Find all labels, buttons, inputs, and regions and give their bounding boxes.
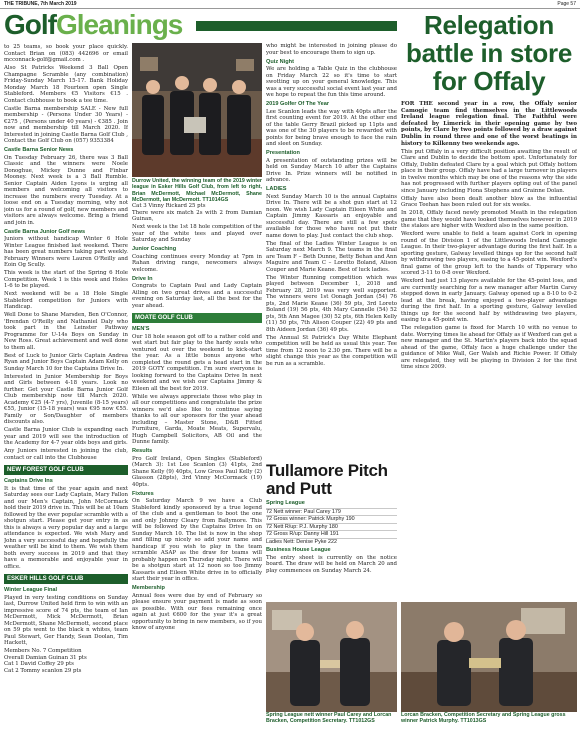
relegation-lead: FOR THE second year in a row, the Offaly senior Camogie team find themselves in the Littlewoods Ireland league relegation final. The Faithful were defeated by Limerick in their opening game by two points, by Clare by two points followed by a draw against Dublin in round three and one of the worst beatings in history to Kilkenny two weekends ago.: [401, 101, 577, 147]
result-row: 72 Gross winner: Patrick Murphy 190: [266, 515, 397, 523]
subheading: Quiz Night: [266, 58, 294, 65]
relegation-article: [401, 11, 577, 733]
subheading: Membership: [132, 585, 165, 592]
paragraph: to 25 teams, so book your place quickly. Contact Brian on (083) 442696 or email mcconnack-golf@gmail.com .: [4, 44, 128, 63]
subheading: MEN'S: [132, 326, 150, 333]
paragraph: Wexford were unable to field a team against Cork in opening round of the Division 1 of the Littlewoods Ireland Camogie League. In their two-player advantage during the first half. In a sporting gesture, Galway levelled things up for the second half by withdrawing two players, easing to a 45-point win. Wexford's final game of the group left to the hands of Tipperary who scored 3-11 to 0-8 over Wexford.: [401, 231, 577, 277]
column-3: [266, 43, 397, 461]
column-1: [4, 44, 128, 732]
title-rule: [196, 21, 397, 31]
paragraph: who might be interested in joining please do your best to encourage them to sign up.: [266, 43, 397, 56]
paragraph: Our 18 hole season got off to a rather cold and wet start but fair play to the hardy souls who ventured out over the weekend to kick-start the year. As a little bonus anyone who completed the round gets a head start in the 2019 GOTY competition. I'm sure everyone is looking forward to the Captains Drive In next weekend and we wish our Captains Jimmy & Eileen all the best for 2019.: [132, 333, 262, 392]
paragraph: Next week is the 1st 18 hole competition of the year of the white tees and played over Saturday and Sunday: [132, 224, 262, 244]
paragraph: While we always appreciate those who play in all our competitions and congratulate the prize winners we'd also like to continue saying thanks to all our sponsors for the year ahead including – Master Stone, D&B Fitted Furniture, Garda, Moate Meats, Supervalu, Hugh Campbell Solicitors, AB Oil and the Dunne family.: [132, 393, 262, 446]
paragraph: Pro Golf Ireland, Open Singles (Stableford) (March 3): 1st Lee Scanlon (3) 41pts, 2nd Shane Kelly (9) 40pts, Low Gross Paul Kelly (2) Glasson (28pts), 3rd Vinny McCormack (19) 40pts.: [132, 455, 262, 488]
masthead-date: THE TRIBUNE, 7th March 2019: [4, 1, 77, 7]
paragraph: We are holding a Table Quiz in the clubhouse on Friday March 22 so it's time to start swotting up on your general knowledge. This was a very successful social event last year and we hope to repeat the fun this time around.: [266, 66, 397, 98]
paragraph: Wexford had just 13 players available for the 45-point loss, and are currently searching for a new manager after Martin Carey stepped down in early January. Galway opened up a 8-10 to 0-2 lead at the break, having enjoyed a two-player advantage during the first half. In a sporting gesture, Galway levelled things up for the second half by withdrawing two players, easing to a 45-point win.: [401, 278, 577, 324]
paragraph: This week is the start of the Spring 6 Hole Competition. Week 1 is this week and Holes 1-6 to be played.: [4, 270, 128, 289]
subheading: Castle Barna Junior Golf news: [4, 228, 86, 235]
tullamore-headline: Tullamore Pitch and Putt: [266, 462, 388, 498]
relegation-body: [401, 149, 577, 371]
subheading: Presentation: [266, 150, 300, 156]
result-row: 72 Nett winner: Paul Carey 179: [266, 508, 397, 516]
subheading: Results: [132, 448, 153, 455]
paragraph: The entry sheet is currently on the notice board. The draw will be held on March 20 and play commences on Sunday March 24.: [266, 554, 397, 574]
result-row: 72 Gross R/up: Danny Hill 191: [266, 530, 397, 538]
paragraph: Juniors without handicap Winter 6 Hole Winter League finished last weekend. There has been great numbers taking part weekly. February Winners were Lauren O'Reilly and Eoin Og Scully.: [4, 236, 128, 268]
results-list: [266, 508, 397, 546]
title-gleanings: Gleanings: [56, 11, 183, 40]
team-photo: [132, 43, 262, 177]
team-photo-caption: Durrow United, the winning team of the 2019 winter league in Esker Hills Golf Club, from left to right, Brian McDermott, Michael McDermott, Shane McDermott, Ian McDermott. TT1014GS: [132, 178, 262, 203]
paragraph: Coaching continues every Monday at 7pm in Rahan driving range, newcomers always welcome.: [132, 253, 262, 273]
photo-nett-winner: [266, 602, 397, 712]
paragraph: On Tuesday February 26, there was 3 Ball Classic and the winners were Noele Donoghue, Mickey Dunne and Finbar Mooney. Next week is a 3 Ball Rumble. Senior Captain Aiden Lyons is urging all members and welcoming all visitors to increase the numbers every Tuesday. At a loose end on a Tuesday morning, why not join us for a round of golf, new members and visitors are always welcome. Bring a friend and join in.: [4, 154, 128, 226]
subheading: Castle Barna Senior News: [4, 147, 74, 153]
result-line: Members No. 7 Competition: [4, 648, 82, 654]
paragraph: Well Done to Shane Marsden, Ben O'Connor, 'Brendan O'Reilly and Nathaniel Daly who took part in the Leinster Pathway Programme for U-14s Boys on Sunday in New Ross. Great achievement and well done to them all.: [4, 312, 128, 351]
paragraph: Lee Scanlon leads the way with 40pts after the first counting event for 2019. At the other end of the table Gerry Brazil picked up 11pts and was one of the 30 players to be rewarded with points for being brave enough to face the rain and sleet on Sunday.: [266, 108, 397, 147]
paragraph: It is that time of the year again and next Saturday sees our Lady Captain, Mary Fallon and our Men's Captain, John McCormack hold their 2019 drive in. This will be at 10am followed by the ever popular scramble with a shotgun start. Please get your entry in as this is always a very popular day and a large attendance is expected. We wish Mary and John a very successful day and hopefully the weather will be kind to them. We wish them both every success in 2019 and that they have a memorable and enjoyable year in office.: [4, 485, 128, 570]
subheading: Fixtures: [132, 490, 154, 497]
column-2: [132, 43, 262, 733]
subheading: LADIES: [266, 186, 287, 192]
paragraph: Next weekend will be a 18 Hole Single Stableford competition for Juniors with Handicap.: [4, 291, 128, 310]
relegation-headline: Relegation battle in store for Offaly: [406, 11, 572, 96]
tullamore-body: [266, 500, 397, 574]
section-title: [4, 11, 397, 42]
team-photo-image: [132, 43, 262, 177]
paragraph: On Saturday March 9 we have a Club Stableford kindly sponsored by a true legend of the club and a gentleman to boot the one and only Johnny Cleary from Ballymore. This will be followed by the Captains Drive In on Sunday March 10. The list is now in the shop and filling up nicely so add your name and handicap if you wish to play in the team scramble ASAP as the draw for teams will probably happen on Thursday night. There will be a shotgun start at 12 noon so too Jimmy Kassaris and Eileen White drive in to officially start their year in office.: [132, 498, 262, 583]
paragraph: Offaly have also been dealt another blow as the influential Grace Teehan has been ruled out for six weeks.: [401, 195, 577, 209]
paragraph: Also St Patricks Weekend 3 Ball Open Champagne Scramble (any combination) Friday-Sunday March 15-17. Bank Holiday Monday March 18 Fourteen open Single Stableford. Members €5 Visitors €15 . Contact clubhouse to book a tee time.: [4, 65, 128, 104]
paragraph: Congrats to Captain Paul and Lady Captain Ailing on two great drives and a successful evening on Saturday last, all the best for the year ahead.: [132, 283, 262, 309]
paragraph: In 2018, Offaly faced newly promoted Meath in the relegation game that they would have looked themselves however in 2019 the stakes are higher with Wexford also in the same position.: [401, 210, 577, 230]
paragraph: The Annual St Patrick's Day White Elephant competition will be held as usual this year. Tee time from 12 noon to 2.30 pm. There will be a slight change this year as the competition will be run as a scramble.: [266, 334, 397, 367]
result-line: Cat 2 Tommy scanlon 29 pts: [4, 667, 82, 674]
photo-nett-winner-image: [266, 602, 397, 712]
result-line: Cat 1 David Coffey 29 pts: [4, 661, 74, 667]
club-banner-esker-hills: ESKER HILLS GOLF CLUB: [4, 574, 128, 584]
paragraph: Next Sunday March 10 is the annual Captains Drive In. There will be a shot gun start at 12 noon. We wish Lady Captain Eileen White and Captain Jimmy Kassaris an enjoyable and successful day. There are still a few spots available for those who have not put their name down to play. Just contact the club shop.: [266, 193, 397, 239]
paragraph: Played in very testing conditions on Sunday last, Durrow United held firm to win with an impressive score of 74 pts, the team of Ian McDermott, Mick McDermott, Brian McDermott, Shane McDermott, second place on 59 pts went to the black n whites, team Paul Stewart, Ger Handy, Sean Doolan, Tim Hackett,: [4, 594, 128, 646]
paragraph: There were six match 2s with 2 from Damian Guinan,: [132, 209, 262, 223]
page-header: [0, 0, 580, 9]
subheading: Business House League: [266, 547, 331, 554]
photo-nett-winner-caption: Spring League nett winner Paul Carey and Lorcan Bracken, Competition Secretary. TT1012GS: [266, 712, 392, 725]
paragraph: The Winter Running competition which was played between December 1, 2018 and February 28, 2019 was very well supported. The winners were 1st Oonagh Jordan (54) 76 pts, 2nd Marie Keane (36) 59 pts, 3rd Loreto Boland (19) 56 pts, 4th Mary Cannelle (54) 52 pts, 5th Ann Magee (30) 52 pts, 6th Helen Kelly (11) 50 pts, 7th Alison Couper (22) 49 pts and 8th Aideen Jordan (36) 49 pts.: [266, 274, 397, 333]
subheading: Spring League: [266, 500, 305, 506]
page-number: Page 57: [557, 1, 576, 7]
subheading: 2019 Golfer Of The Year: [266, 101, 330, 107]
paragraph: This put Offaly in a very difficult position awaiting the result of Clare and Dublin to decide the bottom spot. Unfortunately for Offaly, Dublin defeated Clare by a goal which put Offaly bottom place in their group. Offaly have had a large turnover in players in twelve months which may be one of the reasons why the side has not progressed with further players opting out of the panel since January including Fiona Stephens and Grainne Dolan.: [401, 148, 577, 194]
paragraph: The final of the Ladies Winter League is on Saturday next March 9. The teams in the final are Team F – Beth Dunne, Betty Behan and Ann Maguire and Team C – Loretto Boland, Alison Couper and Marie Keane. Best of luck ladies.: [266, 240, 397, 273]
paragraph: Annual fees were due by end of February so please ensure your payment is made as soon as possible. With our fees remaining once again at just €600 for the year it's a great opportunity to bring in new members, so if you know of anyone: [132, 592, 262, 632]
result-line: Overall Damian Guinan 31 pts: [4, 654, 87, 661]
club-banner-new-forest: NEW FOREST GOLF CLUB: [4, 465, 128, 475]
section-title-text: [4, 11, 182, 41]
paragraph: A presentation of outstanding prizes will be held on Sunday March 10 after the Captains Drive In. Prize winners will be notified in advance.: [266, 157, 397, 183]
club-banner-moate: MOATE GOLF CLUB: [132, 313, 262, 323]
paragraph: Best of Luck to Junior Girls Captain Andrea Ryan and Junior Boys Captain Adam Kelly on Sunday March 10 for the Captains Drive In.: [4, 352, 128, 372]
title-golf: Golf: [4, 11, 56, 40]
paragraph: Interested in Junior Membership for Boys and Girls between 4-18 years. Look no further. Get your Castle Barna Junior Golf Club membership now till March 2020. Academy €25 (4-7 yrs), Juvenile (8-15 years) €55, Junior (15-18 years) was €95 now €55. Family or Son/Daughter of members discounts also.: [4, 373, 128, 425]
result-line: Cat 3 Vinny Rickard 25 pts: [132, 203, 206, 210]
photo-gross-winner-caption: Lorcan Bracken, Competition Secretary and Spring League gross winner Patrick Murphy. TT1013GS: [401, 712, 566, 725]
subheading: Junior Coaching: [132, 246, 177, 253]
subheading: Winter League Final: [4, 587, 58, 593]
paragraph: Any Juniors interested in joining the club, contact or call into the Clubhouse: [4, 448, 128, 461]
result-row: 72 Nett R/up: P.J. Murphy 180: [266, 523, 397, 531]
subheading: Captains Drive Ins: [4, 478, 53, 484]
paragraph: The relegation game is fixed for March 10 with no venue to date. Worrying times lie ahead for Offaly as if Wexford can get a new manager and the St. Martin's players back into the squad ahead of the game, Offaly face a huge challenge under the guidance of Mike Wall, Ger Walsh and Richie Power. If Offaly are relegated, they will be playing in Division 2 for the first time since 2009.: [401, 325, 577, 371]
paragraph: Castle Barna Junior Club is expanding each year and 2019 will see the introduction of the Academy for 4-7 year olds boys and girls.: [4, 427, 128, 446]
paragraph: Castle Barna membership SALE - New full membership - (Persons Under 30 Years) - €275 , (Persons under 40 years) - €385 . Join now and membership till March 2020. If Interested in joining Castle Barna Golf Club , Contact the Golf Club on (057) 9353384: [4, 105, 128, 144]
subheading: Drive In: [132, 275, 153, 282]
result-row: Ladies Nett: Denise Pyke 222: [266, 538, 397, 546]
